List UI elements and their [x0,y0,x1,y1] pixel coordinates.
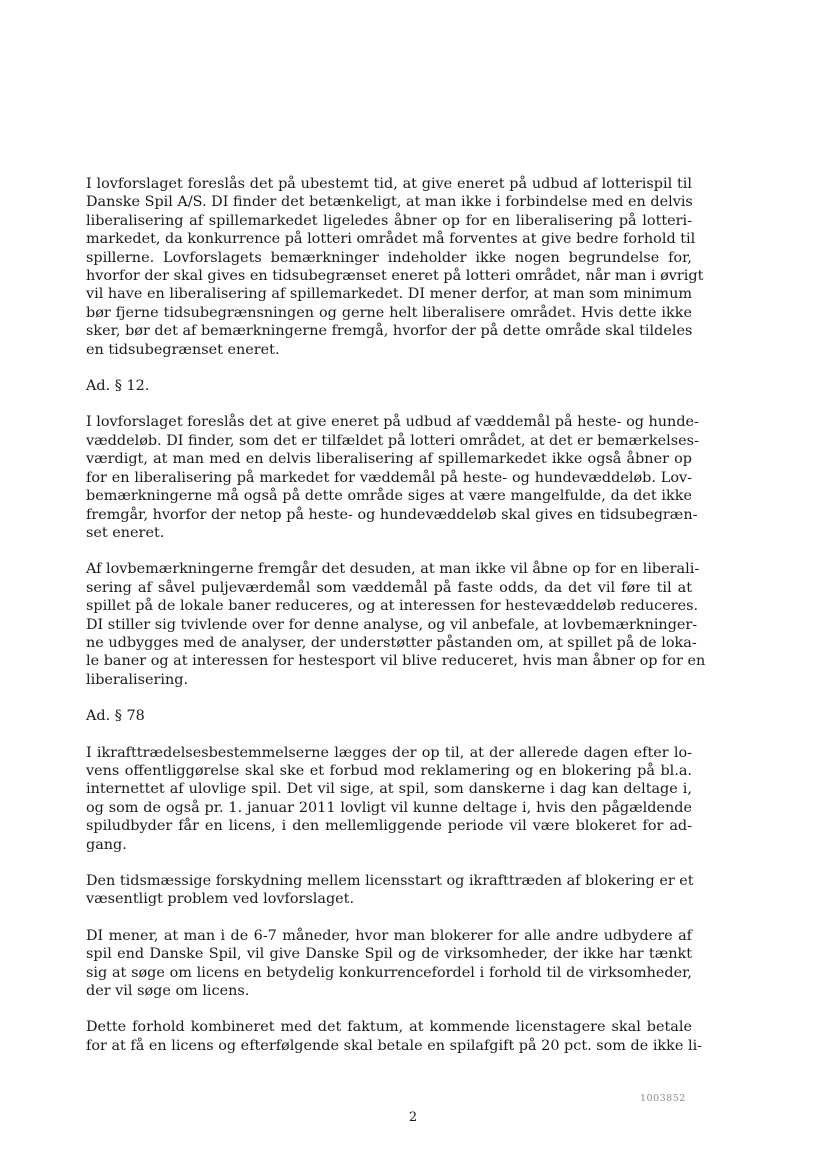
text-line: ne udbygges med de analyser, der understøtter påstanden om, at spillet på de loka- [86,634,697,651]
text-line: I lovforslaget foreslås det at give eneret på udbud af væddemål på heste- og hunde- [86,414,699,431]
text-line: liberalisering. [86,671,189,688]
paragraph [86,1018,703,1055]
text-line: spillerne. Lovforslagets bemærkninger indeholder ikke nogen begrundelse for, [86,249,692,266]
text-line: sker, bør det af bemærkningerne fremgå, hvorfor der på dette område skal tildeles [86,323,693,340]
section-heading: Ad. § 12. [86,378,150,395]
paragraph [86,927,692,1001]
text-line: for at få en licens og efterfølgende skal betale en spilafgift på 20 pct. som de ikke li- [86,1037,703,1054]
text-line: gang. [86,836,127,853]
text-line: vens offentliggørelse skal ske et forbud mod reklamering og en blokering på bl.a. [86,762,692,779]
text-line: sig at søge om licens en betydelig konkurrencefordel i forhold til de virksomheder, [86,964,692,981]
text-line: Danske Spil A/S. DI finder det betænkeligt, at man ikke i forbindelse med en delvis [86,194,693,211]
text-line: og som de også pr. 1. januar 2011 lovligt vil kunne deltage i, hvis den pågældende [86,799,692,816]
text-line: en tidsubegrænset eneret. [86,341,280,358]
text-line: bør fjerne tidsubegrænsningen og gerne helt liberalisere området. Hvis dette ikke [86,304,692,321]
text-line: der vil søge om licens. [86,983,250,1000]
text-line: Dette forhold kombineret med det faktum, at kommende licenstagere skal betale [86,1019,692,1036]
text-line: internettet af ulovlige spil. Det vil sige, at spil, som danskerne i dag kan deltage i, [86,781,692,798]
document-body [86,175,706,1073]
text-line: spillet på de lokale baner reduceres, og at interessen for hestevæddeløb reduceres. [86,598,699,615]
document-id-stamp: 1003852 [640,1093,686,1104]
text-line: Den tidsmæssige forskydning mellem licensstart og ikrafttræden af blokering er et [86,873,694,889]
text-line: for en liberalisering på markedet for væddemål på heste- og hundevæddeløb. Lov- [86,469,692,486]
text-line: sering af såvel puljeværdemål som væddemål på faste odds, da det vil føre til at [86,579,692,596]
section-heading: Ad. § 78 [86,708,145,725]
paragraph [86,744,692,854]
text-line: bemærkningerne må også på dette område siges at være mangelfulde, da det ikke [86,488,692,505]
text-line: DI mener, at man i de 6-7 måneder, hvor man blokerer for alle andre udbydere af [86,927,692,944]
page-number: 2 [408,1110,418,1125]
text-line: I lovforslaget foreslås det på ubestemt tid, at give eneret på udbud af lotterispil til [86,176,692,192]
text-line: le baner og at interessen for hestesport vil blive reduceret, hvis man åbner op for en [86,653,706,670]
text-line: Af lovbemærkningerne fremgår det desuden, at man ikke vil åbne op for en liberali- [86,561,700,578]
paragraph [86,175,704,359]
paragraph [86,560,706,689]
text-line: værdigt, at man med en delvis liberalisering af spillemarkedet ikke også åbner op [86,451,692,468]
text-line: set eneret. [86,524,165,541]
text-line: hvorfor der skal gives en tidsubegrænset eneret på lotteri området, når man i øvrigt [86,268,704,285]
text-line: vil have en liberalisering af spillemarkedet. DI mener derfor, at man som minimum [86,286,692,303]
text-line: væddeløb. DI finder, som det er tilfældet på lotteri området, at det er bemærkelses- [86,432,699,449]
text-line: liberalisering af spillemarkedet ligeledes åbner op for en liberalisering på lotteri- [86,212,692,229]
text-line: spiludbyder får en licens, i den mellemliggende periode vil være blokeret for ad- [86,818,692,835]
text-line: DI stiller sig tvivlende over for denne analyse, og vil anbefale, at lovbemærkninger- [86,616,698,633]
text-line: I ikrafttrædelsesbestemmelserne lægges der op til, at der allerede dagen efter lo- [86,744,692,761]
paragraph [86,872,692,909]
text-line: væsentligt problem ved lovforslaget. [86,891,355,908]
text-line: spil end Danske Spil, vil give Danske Spil og de virksomheder, der ikke har tænkt [86,946,692,963]
text-line: markedet, da konkurrence på lotteri området må forventes at give bedre forhold til [86,231,696,248]
text-line: fremgår, hvorfor der netop på heste- og hundevæddeløb skal gives en tidsubegræn- [86,506,698,523]
paragraph [86,413,699,542]
